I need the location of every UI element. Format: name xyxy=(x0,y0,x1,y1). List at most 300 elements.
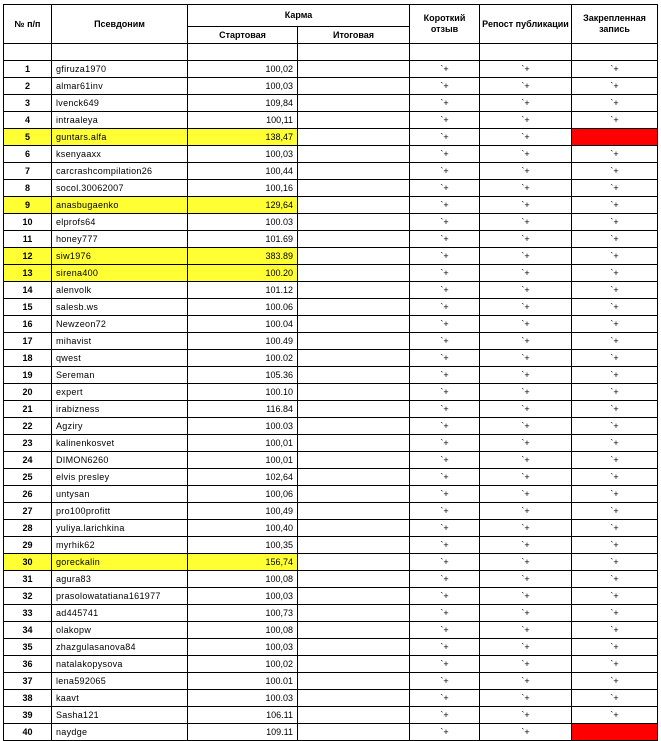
table-row xyxy=(4,418,658,435)
repost-cell: `+ xyxy=(480,129,572,146)
review-cell: `+ xyxy=(410,401,480,418)
pinned-cell: `+ xyxy=(572,61,658,78)
karma-start-cell: 100,11 xyxy=(188,112,298,129)
karma-start-cell: 100,49 xyxy=(188,503,298,520)
repost-cell: `+ xyxy=(480,146,572,163)
row-number-cell: 27 xyxy=(4,503,52,520)
repost-cell: `+ xyxy=(480,639,572,656)
karma-start-cell: 100.20 xyxy=(188,265,298,282)
nickname-cell: naydge xyxy=(52,724,188,741)
pinned-cell: `+ xyxy=(572,588,658,605)
review-cell: `+ xyxy=(410,78,480,95)
review-cell: `+ xyxy=(410,163,480,180)
table-row xyxy=(4,435,658,452)
pinned-cell: `+ xyxy=(572,214,658,231)
pinned-cell: `+ xyxy=(572,95,658,112)
table-row xyxy=(4,333,658,350)
row-number-cell: 38 xyxy=(4,690,52,707)
karma-start-cell: 100,03 xyxy=(188,78,298,95)
row-number-cell: 17 xyxy=(4,333,52,350)
pinned-cell: `+ xyxy=(572,401,658,418)
table-row xyxy=(4,95,658,112)
pinned-cell: `+ xyxy=(572,231,658,248)
table-row xyxy=(4,622,658,639)
review-cell: `+ xyxy=(410,129,480,146)
karma-final-cell xyxy=(298,282,410,299)
pinned-cell: `+ xyxy=(572,367,658,384)
karma-start-cell: 100,02 xyxy=(188,61,298,78)
karma-start-cell: 105.36 xyxy=(188,367,298,384)
table-row xyxy=(4,656,658,673)
nickname-cell: Sasha121 xyxy=(52,707,188,724)
row-number-cell: 22 xyxy=(4,418,52,435)
karma-start-cell: 383.89 xyxy=(188,248,298,265)
pinned-cell: `+ xyxy=(572,707,658,724)
header-karma: Карма xyxy=(188,5,410,27)
karma-start-cell: 100.10 xyxy=(188,384,298,401)
repost-cell: `+ xyxy=(480,61,572,78)
karma-start-cell: 100,40 xyxy=(188,520,298,537)
repost-cell: `+ xyxy=(480,180,572,197)
karma-start-cell: 100,06 xyxy=(188,486,298,503)
review-cell: `+ xyxy=(410,724,480,741)
repost-cell: `+ xyxy=(480,622,572,639)
repost-cell: `+ xyxy=(480,452,572,469)
karma-final-cell xyxy=(298,214,410,231)
table-row xyxy=(4,537,658,554)
table-row xyxy=(4,469,658,486)
table-row xyxy=(4,401,658,418)
pinned-cell: `+ xyxy=(572,248,658,265)
nickname-cell: ksenyaaxx xyxy=(52,146,188,163)
review-cell: `+ xyxy=(410,673,480,690)
row-number-cell: 10 xyxy=(4,214,52,231)
row-number-cell: 9 xyxy=(4,197,52,214)
nickname-cell: goreckalin xyxy=(52,554,188,571)
repost-cell: `+ xyxy=(480,605,572,622)
pinned-cell: `+ xyxy=(572,503,658,520)
nickname-cell: ad445741 xyxy=(52,605,188,622)
nickname-cell: olakopw xyxy=(52,622,188,639)
karma-start-cell: 100.03 xyxy=(188,418,298,435)
karma-final-cell xyxy=(298,265,410,282)
repost-cell: `+ xyxy=(480,537,572,554)
repost-cell: `+ xyxy=(480,690,572,707)
nickname-cell: mihavist xyxy=(52,333,188,350)
row-number-cell: 37 xyxy=(4,673,52,690)
pinned-cell: `+ xyxy=(572,622,658,639)
karma-final-cell xyxy=(298,367,410,384)
review-cell: `+ xyxy=(410,231,480,248)
table-row xyxy=(4,265,658,282)
nickname-cell: alenvolk xyxy=(52,282,188,299)
table-body xyxy=(4,61,658,741)
nickname-cell: yuliya.larichkina xyxy=(52,520,188,537)
repost-cell: `+ xyxy=(480,673,572,690)
table-row xyxy=(4,231,658,248)
karma-final-cell xyxy=(298,163,410,180)
review-cell: `+ xyxy=(410,418,480,435)
karma-final-cell xyxy=(298,180,410,197)
karma-final-cell xyxy=(298,197,410,214)
table-row xyxy=(4,554,658,571)
review-cell: `+ xyxy=(410,571,480,588)
table-row xyxy=(4,112,658,129)
pinned-cell: `+ xyxy=(572,180,658,197)
karma-start-cell: 100,08 xyxy=(188,622,298,639)
row-number-cell: 3 xyxy=(4,95,52,112)
karma-start-cell: 129,64 xyxy=(188,197,298,214)
row-number-cell: 34 xyxy=(4,622,52,639)
repost-cell: `+ xyxy=(480,316,572,333)
review-cell: `+ xyxy=(410,61,480,78)
repost-cell: `+ xyxy=(480,163,572,180)
nickname-cell: DIMON6260 xyxy=(52,452,188,469)
karma-final-cell xyxy=(298,537,410,554)
pinned-cell: `+ xyxy=(572,265,658,282)
nickname-cell: Newzeon72 xyxy=(52,316,188,333)
review-cell: `+ xyxy=(410,214,480,231)
repost-cell: `+ xyxy=(480,418,572,435)
row-number-cell: 11 xyxy=(4,231,52,248)
review-cell: `+ xyxy=(410,469,480,486)
row-number-cell: 29 xyxy=(4,537,52,554)
karma-final-cell xyxy=(298,112,410,129)
pinned-cell: `+ xyxy=(572,197,658,214)
repost-cell: `+ xyxy=(480,78,572,95)
pinned-cell: `+ xyxy=(572,554,658,571)
table-row xyxy=(4,350,658,367)
table-row xyxy=(4,316,658,333)
row-number-cell: 26 xyxy=(4,486,52,503)
table-row xyxy=(4,690,658,707)
pinned-cell: `+ xyxy=(572,537,658,554)
karma-table xyxy=(3,4,658,741)
header-gap xyxy=(4,44,658,61)
pinned-cell: `+ xyxy=(572,469,658,486)
nickname-cell: qwest xyxy=(52,350,188,367)
row-number-cell: 12 xyxy=(4,248,52,265)
repost-cell: `+ xyxy=(480,469,572,486)
karma-start-cell: 109,84 xyxy=(188,95,298,112)
review-cell: `+ xyxy=(410,180,480,197)
nickname-cell: intraaleya xyxy=(52,112,188,129)
row-number-cell: 20 xyxy=(4,384,52,401)
repost-cell: `+ xyxy=(480,724,572,741)
karma-final-cell xyxy=(298,333,410,350)
pinned-cell: `+ xyxy=(572,350,658,367)
karma-start-cell: 100,73 xyxy=(188,605,298,622)
review-cell: `+ xyxy=(410,367,480,384)
karma-final-cell xyxy=(298,503,410,520)
repost-cell: `+ xyxy=(480,384,572,401)
karma-final-cell xyxy=(298,418,410,435)
karma-start-cell: 138,47 xyxy=(188,129,298,146)
review-cell: `+ xyxy=(410,537,480,554)
repost-cell: `+ xyxy=(480,503,572,520)
review-cell: `+ xyxy=(410,588,480,605)
karma-start-cell: 102,64 xyxy=(188,469,298,486)
nickname-cell: carcrashcompilation26 xyxy=(52,163,188,180)
karma-final-cell xyxy=(298,401,410,418)
table-row xyxy=(4,299,658,316)
pinned-cell: `+ xyxy=(572,520,658,537)
karma-final-cell xyxy=(298,316,410,333)
karma-final-cell xyxy=(298,469,410,486)
karma-final-cell xyxy=(298,724,410,741)
row-number-cell: 32 xyxy=(4,588,52,605)
karma-start-cell: 156,74 xyxy=(188,554,298,571)
review-cell: `+ xyxy=(410,197,480,214)
karma-final-cell xyxy=(298,435,410,452)
review-cell: `+ xyxy=(410,146,480,163)
row-number-cell: 15 xyxy=(4,299,52,316)
row-number-cell: 13 xyxy=(4,265,52,282)
row-number-cell: 5 xyxy=(4,129,52,146)
pinned-cell: `+ xyxy=(572,656,658,673)
review-cell: `+ xyxy=(410,282,480,299)
pinned-cell: `+ xyxy=(572,384,658,401)
nickname-cell: pro100profitt xyxy=(52,503,188,520)
karma-start-cell: 100,03 xyxy=(188,588,298,605)
karma-start-cell: 109.11 xyxy=(188,724,298,741)
table-row xyxy=(4,78,658,95)
karma-start-cell: 100.49 xyxy=(188,333,298,350)
karma-final-cell xyxy=(298,231,410,248)
pinned-cell: `+ xyxy=(572,146,658,163)
nickname-cell: irabizness xyxy=(52,401,188,418)
nickname-cell: salesb.ws xyxy=(52,299,188,316)
pinned-cell xyxy=(572,129,658,146)
table-row xyxy=(4,724,658,741)
pinned-cell: `+ xyxy=(572,418,658,435)
karma-final-cell xyxy=(298,656,410,673)
repost-cell: `+ xyxy=(480,656,572,673)
karma-start-cell: 100,35 xyxy=(188,537,298,554)
review-cell: `+ xyxy=(410,248,480,265)
pinned-cell: `+ xyxy=(572,333,658,350)
pinned-cell: `+ xyxy=(572,639,658,656)
pinned-cell: `+ xyxy=(572,605,658,622)
karma-final-cell xyxy=(298,690,410,707)
row-number-cell: 28 xyxy=(4,520,52,537)
repost-cell: `+ xyxy=(480,112,572,129)
pinned-cell: `+ xyxy=(572,282,658,299)
table-row xyxy=(4,384,658,401)
nickname-cell: elvis presley xyxy=(52,469,188,486)
repost-cell: `+ xyxy=(480,333,572,350)
nickname-cell: kaavt xyxy=(52,690,188,707)
pinned-cell: `+ xyxy=(572,435,658,452)
review-cell: `+ xyxy=(410,707,480,724)
repost-cell: `+ xyxy=(480,299,572,316)
row-number-cell: 39 xyxy=(4,707,52,724)
table-row xyxy=(4,129,658,146)
table-row xyxy=(4,248,658,265)
review-cell: `+ xyxy=(410,486,480,503)
review-cell: `+ xyxy=(410,622,480,639)
repost-cell: `+ xyxy=(480,265,572,282)
row-number-cell: 1 xyxy=(4,61,52,78)
row-number-cell: 21 xyxy=(4,401,52,418)
karma-start-cell: 100.01 xyxy=(188,673,298,690)
karma-final-cell xyxy=(298,78,410,95)
nickname-cell: sirena400 xyxy=(52,265,188,282)
repost-cell: `+ xyxy=(480,520,572,537)
karma-final-cell xyxy=(298,248,410,265)
row-number-cell: 7 xyxy=(4,163,52,180)
table-row xyxy=(4,673,658,690)
nickname-cell: lena592065 xyxy=(52,673,188,690)
repost-cell: `+ xyxy=(480,588,572,605)
table-row xyxy=(4,197,658,214)
karma-final-cell xyxy=(298,622,410,639)
nickname-cell: honey777 xyxy=(52,231,188,248)
karma-start-cell: 100.02 xyxy=(188,350,298,367)
karma-start-cell: 100.04 xyxy=(188,316,298,333)
nickname-cell: Sereman xyxy=(52,367,188,384)
review-cell: `+ xyxy=(410,112,480,129)
row-number-cell: 6 xyxy=(4,146,52,163)
header-review: Короткий отзыв xyxy=(410,5,480,44)
table-row xyxy=(4,452,658,469)
table-row xyxy=(4,707,658,724)
repost-cell: `+ xyxy=(480,231,572,248)
pinned-cell xyxy=(572,724,658,741)
pinned-cell: `+ xyxy=(572,673,658,690)
karma-start-cell: 100,01 xyxy=(188,435,298,452)
repost-cell: `+ xyxy=(480,282,572,299)
karma-start-cell: 100,44 xyxy=(188,163,298,180)
table-row xyxy=(4,163,658,180)
row-number-cell: 24 xyxy=(4,452,52,469)
karma-start-cell: 106.11 xyxy=(188,707,298,724)
review-cell: `+ xyxy=(410,452,480,469)
table-row xyxy=(4,588,658,605)
row-number-cell: 33 xyxy=(4,605,52,622)
row-number-cell: 35 xyxy=(4,639,52,656)
review-cell: `+ xyxy=(410,299,480,316)
nickname-cell: prasolowatatiana161977 xyxy=(52,588,188,605)
nickname-cell: myrhik62 xyxy=(52,537,188,554)
pinned-cell: `+ xyxy=(572,299,658,316)
karma-final-cell xyxy=(298,452,410,469)
table-row xyxy=(4,146,658,163)
pinned-cell: `+ xyxy=(572,112,658,129)
table-row xyxy=(4,367,658,384)
karma-start-cell: 100,03 xyxy=(188,639,298,656)
review-cell: `+ xyxy=(410,316,480,333)
header-karma-final: Итоговая xyxy=(298,27,410,44)
repost-cell: `+ xyxy=(480,401,572,418)
row-number-cell: 31 xyxy=(4,571,52,588)
review-cell: `+ xyxy=(410,520,480,537)
karma-start-cell: 100,08 xyxy=(188,571,298,588)
review-cell: `+ xyxy=(410,333,480,350)
pinned-cell: `+ xyxy=(572,316,658,333)
karma-start-cell: 100,02 xyxy=(188,656,298,673)
nickname-cell: socol.30062007 xyxy=(52,180,188,197)
karma-start-cell: 100,01 xyxy=(188,452,298,469)
review-cell: `+ xyxy=(410,690,480,707)
header-pinned: Закрепленная запись xyxy=(572,5,658,44)
karma-start-cell: 100.03 xyxy=(188,690,298,707)
nickname-cell: almar61inv xyxy=(52,78,188,95)
row-number-cell: 19 xyxy=(4,367,52,384)
nickname-cell: untysan xyxy=(52,486,188,503)
repost-cell: `+ xyxy=(480,214,572,231)
table-row xyxy=(4,180,658,197)
review-cell: `+ xyxy=(410,554,480,571)
repost-cell: `+ xyxy=(480,486,572,503)
nickname-cell: elprofs64 xyxy=(52,214,188,231)
nickname-cell: lvenck649 xyxy=(52,95,188,112)
nickname-cell: agura83 xyxy=(52,571,188,588)
karma-final-cell xyxy=(298,673,410,690)
review-cell: `+ xyxy=(410,384,480,401)
karma-start-cell: 116.84 xyxy=(188,401,298,418)
karma-start-cell: 101.12 xyxy=(188,282,298,299)
table-row xyxy=(4,503,658,520)
repost-cell: `+ xyxy=(480,95,572,112)
row-number-cell: 25 xyxy=(4,469,52,486)
karma-final-cell xyxy=(298,707,410,724)
karma-final-cell xyxy=(298,146,410,163)
review-cell: `+ xyxy=(410,95,480,112)
row-number-cell: 30 xyxy=(4,554,52,571)
pinned-cell: `+ xyxy=(572,78,658,95)
header-karma-start: Стартовая xyxy=(188,27,298,44)
nickname-cell: guntars.alfa xyxy=(52,129,188,146)
karma-final-cell xyxy=(298,350,410,367)
row-number-cell: 36 xyxy=(4,656,52,673)
repost-cell: `+ xyxy=(480,554,572,571)
review-cell: `+ xyxy=(410,605,480,622)
table-row xyxy=(4,282,658,299)
karma-start-cell: 100,03 xyxy=(188,146,298,163)
pinned-cell: `+ xyxy=(572,163,658,180)
table-row xyxy=(4,486,658,503)
header-nick: Псевдоним xyxy=(52,5,188,44)
karma-final-cell xyxy=(298,299,410,316)
row-number-cell: 40 xyxy=(4,724,52,741)
review-cell: `+ xyxy=(410,639,480,656)
review-cell: `+ xyxy=(410,350,480,367)
review-cell: `+ xyxy=(410,435,480,452)
nickname-cell: siw1976 xyxy=(52,248,188,265)
pinned-cell: `+ xyxy=(572,486,658,503)
nickname-cell: natalakopysova xyxy=(52,656,188,673)
row-number-cell: 23 xyxy=(4,435,52,452)
nickname-cell: Agziry xyxy=(52,418,188,435)
nickname-cell: gfiruza1970 xyxy=(52,61,188,78)
repost-cell: `+ xyxy=(480,435,572,452)
nickname-cell: kalinenkosvet xyxy=(52,435,188,452)
table-row xyxy=(4,520,658,537)
karma-final-cell xyxy=(298,588,410,605)
karma-final-cell xyxy=(298,605,410,622)
nickname-cell: expert xyxy=(52,384,188,401)
pinned-cell: `+ xyxy=(572,452,658,469)
karma-final-cell xyxy=(298,571,410,588)
karma-final-cell xyxy=(298,554,410,571)
table-row xyxy=(4,605,658,622)
review-cell: `+ xyxy=(410,656,480,673)
review-cell: `+ xyxy=(410,503,480,520)
header-repost: Репост публикации xyxy=(480,5,572,44)
repost-cell: `+ xyxy=(480,248,572,265)
repost-cell: `+ xyxy=(480,707,572,724)
